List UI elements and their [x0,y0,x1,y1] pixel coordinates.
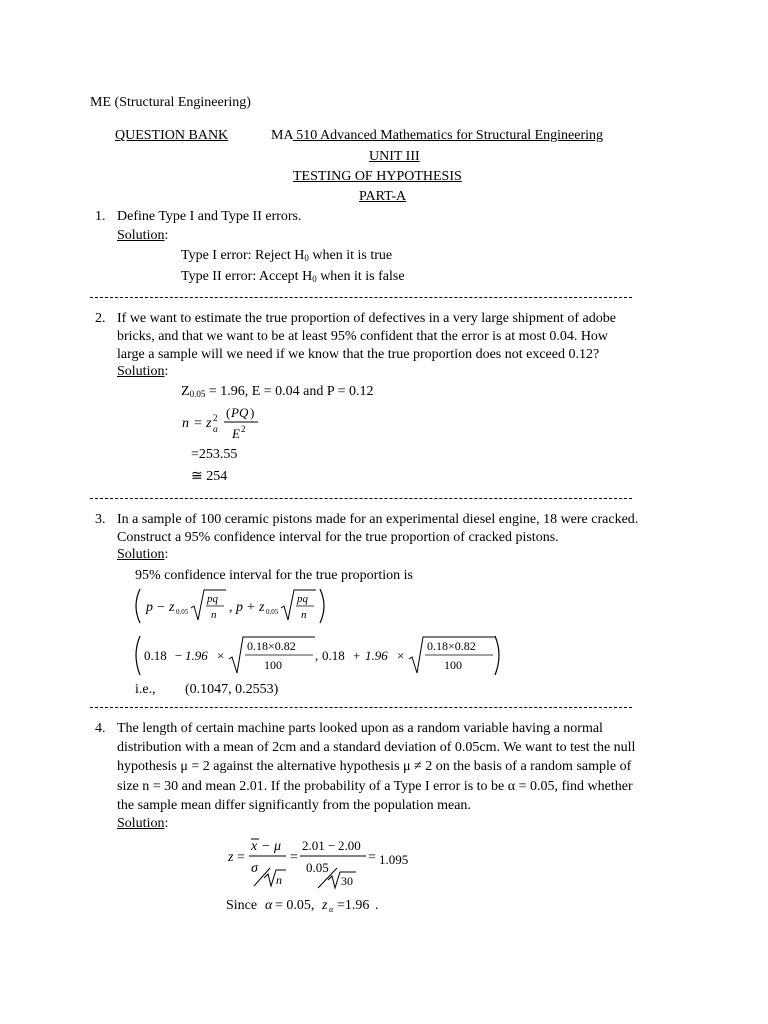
svg-text:=: = [290,850,298,865]
svg-text:2.00: 2.00 [338,838,361,853]
svg-text:100: 100 [444,658,462,672]
svg-text:n: n [211,609,217,621]
topic-heading: TESTING OF HYPOTHESIS [293,169,462,184]
q4-line-2: distribution with a mean of 2cm and a standard deviation of 0.05cm. We want to test the null [117,740,636,755]
q3-ci-formula [130,586,330,626]
svg-text:n: n [182,416,189,431]
svg-text:σ: σ [251,861,258,876]
svg-text:=1.96: =1.96 [337,898,370,913]
q4-line-1: The length of certain machine parts looked upon as a random variable having a normal [117,721,603,736]
svg-text:E: E [232,426,240,441]
course-prefix: MA [271,128,293,143]
svg-text:2: 2 [241,424,246,434]
svg-text:+: + [247,600,255,615]
q2-result-rounded: ≅ 254 [191,469,228,484]
q2-number: 2. [95,311,106,326]
svg-text:z: z [259,600,265,615]
q2-line-2: bricks, and that we want to be at least 95% confident that the error is at most 0.04. How [117,329,609,344]
q4-since-label: Since [226,898,258,913]
svg-text:0.05: 0.05 [266,608,279,616]
svg-text:PQ: PQ [231,405,249,420]
q4-line-3: hypothesis μ = 2 against the alternative hypothesis μ ≠ 2 on the basis of a random sample of [117,759,632,774]
separator [90,498,632,499]
svg-text:p: p [146,600,153,615]
svg-text:1.96: 1.96 [185,648,208,663]
svg-text:n: n [301,609,307,621]
svg-text:−: − [262,839,270,854]
q3-number: 3. [95,512,106,527]
part-heading: PART-A [359,189,407,204]
svg-text:z: z [322,898,328,913]
course-title [271,127,603,145]
svg-text:x: x [251,839,258,854]
svg-text:1.96: 1.96 [365,648,388,663]
svg-text:2: 2 [213,413,218,423]
svg-text:1.095: 1.095 [379,852,409,867]
q2-line-1: If we want to estimate the true proportion of defectives in a very large shipment of adobe [117,311,616,326]
q1-number: 1. [95,209,106,224]
separator [90,707,632,708]
q2-result-raw: =253.55 [191,447,238,462]
svg-text:0.05: 0.05 [306,860,329,875]
svg-text:,: , [229,600,233,615]
q1-text: Define Type I and Type II errors. [117,209,302,224]
q1-solution-label: Solution: [117,228,169,243]
svg-text:n: n [276,873,282,887]
q4-z-statistic-formula [224,834,409,892]
svg-text:z: z [206,416,212,431]
svg-text:2.01: 2.01 [302,838,325,853]
q2-sample-size-formula [178,402,268,444]
svg-text:×: × [397,648,405,663]
q3-ci-statement: 95% confidence interval for the true proportion is [135,568,413,583]
svg-text:0.18: 0.18 [322,648,345,663]
program-title: ME (Structural Engineering) [90,95,251,110]
q3-interval-result: (0.1047, 0.2553) [185,682,279,697]
svg-text:30: 30 [341,874,353,888]
q2-solution-label: Solution: [117,364,169,379]
svg-text:= 0.05,: = 0.05, [275,898,315,913]
svg-text:×: × [217,648,225,663]
svg-text:z: z [169,600,175,615]
svg-text:pq: pq [297,593,308,605]
svg-text:=: = [237,850,245,865]
q3-ci-numeric [130,633,505,678]
question-bank-label: QUESTION BANK [115,128,229,143]
q3-line-1: In a sample of 100 ceramic pistons made for an experimental diesel engine, 18 were cracked. [117,512,639,527]
svg-text:z: z [228,850,234,865]
svg-text:−: − [328,838,336,853]
svg-text:0.18×0.82: 0.18×0.82 [427,639,476,653]
svg-text:.: . [375,898,379,913]
q4-critical-value-formula [262,893,392,915]
q1-type2-answer: Type II error: Accept $H_0$ when it is false [181,269,405,284]
q1-type1-answer: Type I error: Reject $H_0$ when it is true [181,248,393,263]
svg-text:=: = [194,416,202,431]
svg-text:(: ( [226,405,231,420]
svg-text:pq: pq [207,593,218,605]
separator [90,297,632,298]
svg-text:−: − [175,648,183,663]
svg-text:α: α [213,424,218,434]
svg-text:μ: μ [274,839,282,854]
svg-text:α: α [265,898,273,913]
q2-line-3: large a sample will we need if we know that the true proportion does not exceed 0.12? [117,347,600,362]
svg-text:α: α [329,905,334,914]
svg-text:,: , [315,648,319,663]
q2-given-values: $Z_{0.05} = 1.96$, E = 0.04 and P = 0.12 [181,384,374,399]
q3-solution-label: Solution: [117,547,169,562]
svg-text:): ) [250,405,255,420]
q4-number: 4. [95,721,106,736]
svg-text:0.05: 0.05 [176,608,189,616]
q4-line-5: the sample mean differ significantly from the population mean. [117,798,471,813]
svg-text:−: − [157,600,165,615]
unit-heading: UNIT III [369,149,420,164]
svg-text:+: + [353,648,361,663]
svg-text:0.18: 0.18 [144,648,167,663]
q4-solution-label: Solution: [117,816,169,831]
course-name: 510 Advanced Mathematics for Structural Engineering [292,128,604,143]
q3-line-2: Construct a 95% confidence interval for the true proportion of cracked pistons. [117,530,559,545]
svg-text:0.18×0.82: 0.18×0.82 [247,639,296,653]
svg-text:100: 100 [264,658,282,672]
svg-text:p: p [236,600,243,615]
q3-ie-label: i.e., [135,682,156,697]
q4-line-4: size n = 30 and mean 2.01. If the probability of a Type I error is to be α = 0.05, find whether [117,779,633,794]
svg-text:=: = [368,850,376,865]
